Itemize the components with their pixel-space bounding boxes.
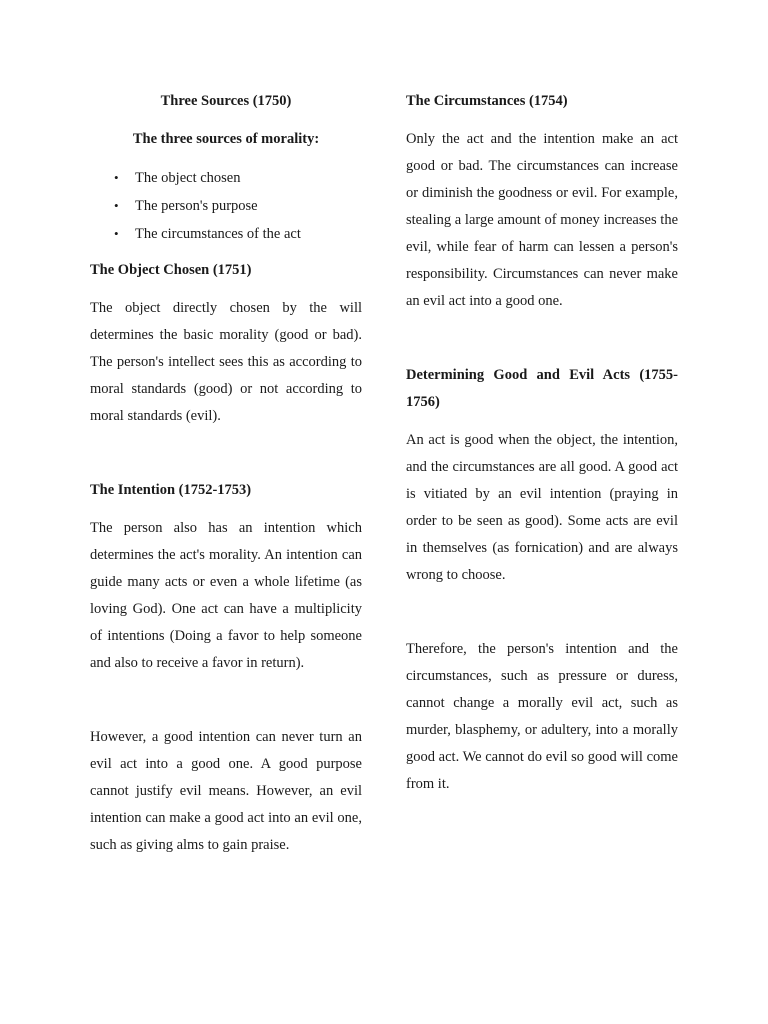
three-sources-title: Three Sources (1750) [160,93,292,109]
bullet-icon: • [114,198,119,213]
source-label: The object chosen [135,170,241,186]
intention-heading: The Intention (1752-1753) [90,482,252,498]
three-sources-subtitle: The three sources of morality: [132,131,320,147]
list-item [90,164,362,192]
circumstances-heading: The Circumstances (1754) [406,93,568,109]
object-chosen-paragraph: The object directly chosen by the will determines the basic morality (good or bad). The person's intellect sees this as according to moral standards (good) or not according to moral standards (evil). [90,300,362,424]
source-label: The person's purpose [135,198,258,214]
determining-paragraph: An act is good when the object, the intention, and the circumstances are all good. A good act is vitiated by an evil intention (praying in order to be seen as good). Some acts are evil in themselves (as fornication) and are always wrong to choose. [406,432,678,583]
list-item [90,192,362,220]
circumstances-paragraph: Only the act and the intention make an act good or bad. The circumstances can increase or diminish the goodness or evil. For example, stealing a large amount of money increases the evil, while fear of harm can lessen a person's responsibility. Circumstances can never make an evil act into a good one. [406,131,678,309]
intention-paragraph-2: However, a good intention can never turn an evil act into a good one. A good purpose cannot justify evil means. However, an evil intention can make a good act into an evil one, such as giving alms to gain praise. [90,729,362,853]
bullet-icon: • [114,226,119,241]
object-chosen-heading: The Object Chosen (1751) [90,262,252,278]
sources-list [90,164,362,248]
left-column [90,88,362,859]
source-label: The circumstances of the act [135,226,301,242]
list-item [90,220,362,248]
intention-paragraph: The person also has an intention which determines the act's morality. An intention can guide many acts or even a whole lifetime (as loving God). One act can have a multiplicity of intentions (Doing a favor to help someone and also to receive a favor in return). [90,520,362,671]
bullet-icon: • [114,170,119,185]
therefore-paragraph: Therefore, the person's intention and the circumstances, such as pressure or duress, cannot change a morally evil act, such as murder, blasphemy, or adultery, into a morally good act. We cannot do evil so good will come from it. [406,641,678,792]
determining-heading: Determining Good and Evil Acts (1755-1756) [406,367,678,410]
right-column [406,88,678,798]
